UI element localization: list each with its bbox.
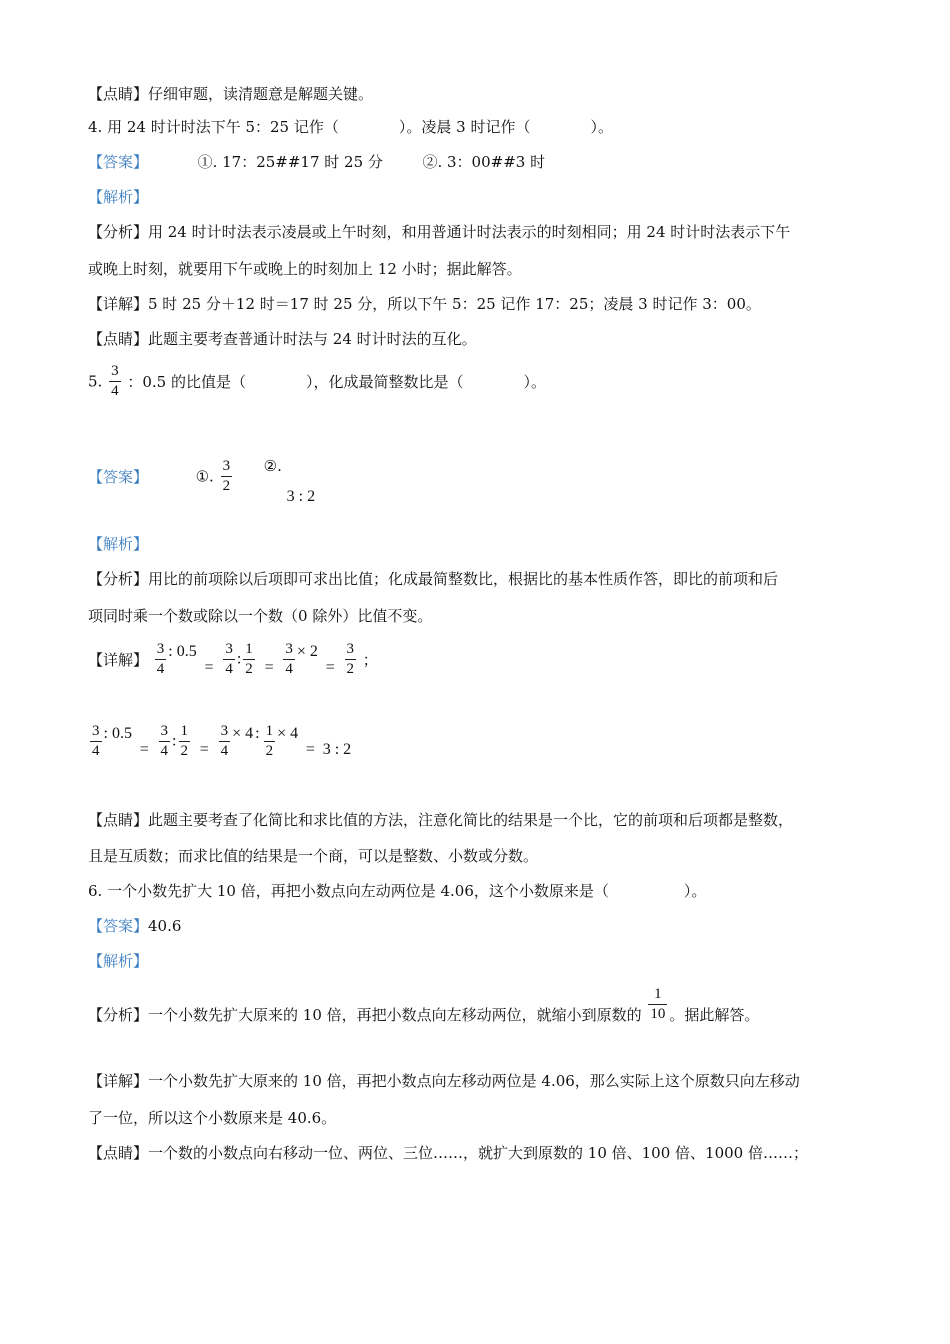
colon: : (255, 724, 260, 742)
denominator: 2 (180, 743, 188, 759)
denominator: 2 (245, 661, 253, 677)
answer-tag: 【答案】 (88, 153, 149, 171)
q5-fenxi-line2: 项同时乘一个数或除以一个数（0 除外）比值不变。 (88, 607, 433, 625)
denominator: 4 (156, 661, 165, 677)
q6-answer (88, 916, 181, 936)
answer-tag: 【答案】 (88, 468, 149, 486)
q5-fenxi-line1: 【分析】用比的前项除以后项即可求出比值；化成最简整数比，根据比的基本性质作答，即比的前项和后 (88, 570, 779, 588)
q6-xiangjie-line2: 了一位，所以这个小数原来是 40.6。 (88, 1109, 337, 1127)
q6-dianjing: 【点睛】一个数的小数点向右移动一位、两位、三位……，就扩大到原数的 10 倍、100 倍、1000 倍……； (88, 1144, 808, 1162)
colon-half: : 0.5 (168, 642, 197, 660)
q4-fenxi-line2: 或晚上时刻，就要用下午或晚上的时刻加上 12 小时；据此解答。 (88, 260, 522, 278)
fraction (159, 722, 171, 761)
numerator: 3 (90, 722, 102, 742)
times-four: × 4 (232, 724, 254, 742)
fraction (345, 640, 357, 679)
equals-sign: = (199, 740, 209, 758)
times-four: × 4 (277, 724, 299, 742)
denominator: 4 (285, 661, 293, 677)
numerator: 1 (179, 722, 191, 742)
denominator: 4 (111, 383, 119, 399)
numerator: 3 (221, 457, 233, 477)
q4-xiangjie: 【详解】5 时 25 分＋12 时＝17 时 25 分，所以下午 5：25 记作 17：25；凌晨 3 时记作 3：00。 (88, 295, 761, 313)
equals-sign: = (204, 658, 214, 676)
equals-sign: = (305, 740, 315, 758)
q5-answer-1-label: ①. (195, 467, 214, 486)
fraction (179, 722, 191, 761)
times-two: × 2 (296, 642, 318, 660)
denominator: 2 (346, 661, 355, 677)
q6-fenxi-text: 【分析】一个小数先扩大原来的 10 倍，再把小数点向左移动两位，就缩小到原数的 (88, 1006, 642, 1024)
colon-half: : 0.5 (103, 724, 132, 742)
fraction-one-tenth (648, 985, 667, 1024)
q5-answer (88, 457, 316, 505)
answer-tag: 【答案】 (88, 917, 149, 935)
q6-jiexi-tag: 【解析】 (88, 952, 149, 970)
denominator: 4 (220, 743, 229, 759)
q4-question: 4. 用 24 时计时法下午 5：25 记作（ ）。凌晨 3 时记作（ ）。 (88, 118, 613, 136)
q4-fenxi-line1: 【分析】用 24 时计时法表示凌晨或上午时刻，和用普通计时法表示的时刻相同；用 24 时计时法表示下午 (88, 223, 791, 241)
equals-sign: = (325, 658, 335, 676)
colon: : (172, 732, 177, 750)
semicolon: ； (362, 651, 378, 669)
q5-jiexi-tag: 【解析】 (88, 535, 149, 553)
q4-answer (88, 152, 545, 172)
q5-dianjing-line2: 且是互质数；而求比值的结果是一个商，可以是整数、小数或分数。 (88, 847, 539, 865)
fraction (155, 640, 167, 679)
denominator: 2 (222, 478, 231, 494)
denominator: 10 (650, 1006, 666, 1022)
denominator: 4 (160, 743, 169, 759)
q3-dianjing: 【点睛】仔细审题，读清题意是解题关键。 (88, 85, 374, 103)
denominator: 4 (92, 743, 100, 759)
numerator: 3 (159, 722, 171, 742)
fraction-three-halves (221, 457, 233, 496)
numerator: 3 (345, 640, 357, 660)
q4-answer-1: ①. 17：25##17 时 25 分 (197, 153, 383, 171)
numerator: 3 (219, 722, 231, 742)
q4-dianjing: 【点睛】此题主要考查普通计时法与 24 时计时法的互化。 (88, 330, 477, 348)
denominator: 2 (265, 743, 274, 759)
q4-answer-2: ②. 3：00##3 时 (422, 153, 546, 171)
numerator: 3 (223, 640, 235, 660)
colon: : (236, 650, 242, 668)
q5-answer-2-label: ②. (263, 457, 282, 475)
fraction-three-quarters (109, 362, 121, 401)
equals-sign: = (264, 658, 274, 676)
q6-question: 6. 一个小数先扩大 10 倍，再把小数点向左动两位是 4.06，这个小数原来是（ ）。 (88, 882, 707, 900)
numerator: 1 (264, 722, 276, 742)
numerator: 1 (648, 985, 667, 1005)
fraction (223, 640, 235, 679)
numerator: 3 (155, 640, 167, 660)
q6-answer-value: 40.6 (148, 917, 182, 935)
q5-question (88, 362, 546, 401)
fraction (264, 722, 276, 761)
q5-answer-2-value: 3 : 2 (286, 488, 316, 505)
fraction (90, 722, 102, 761)
equals-sign: = (139, 740, 149, 758)
q5-xiangjie-eq2 (88, 722, 351, 761)
fraction (219, 722, 231, 761)
numerator: 3 (109, 362, 121, 382)
numerator: 3 (283, 640, 295, 660)
q5-dianjing-line1: 【点睛】此题主要考查了化简比和求比值的方法，注意化简比的结果是一个比，它的前项和后项都是整数， (88, 811, 794, 829)
fraction (283, 640, 295, 679)
q5-text: ：0.5 的比值是（ ），化成最简整数比是（ ）。 (127, 373, 547, 391)
fraction (243, 640, 255, 679)
numerator: 1 (243, 640, 255, 660)
q5-xiangjie-eq1 (88, 640, 378, 679)
denominator: 4 (225, 661, 233, 677)
q6-fenxi (88, 985, 759, 1024)
q4-jiexi-tag: 【解析】 (88, 188, 149, 206)
q5-number: 5. (88, 372, 103, 391)
q6-fenxi-end: 。据此解答。 (669, 1006, 760, 1024)
result-ratio: 3 : 2 (322, 740, 352, 758)
q6-xiangjie-line1: 【详解】一个小数先扩大原来的 10 倍，再把小数点向左移动两位是 4.06，那么实际上这个原数只向左移动 (88, 1072, 800, 1090)
xiangjie-tag: 【详解】 (88, 651, 149, 669)
